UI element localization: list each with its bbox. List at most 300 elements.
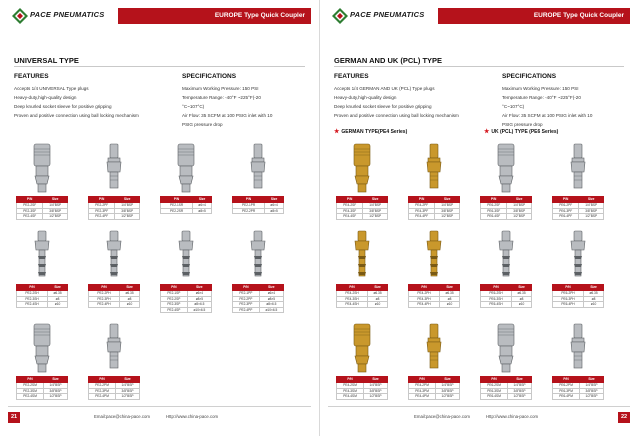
star-icon: ★	[334, 129, 340, 135]
size-value: ø8×5	[187, 296, 211, 302]
table-header-pn: P/N	[161, 197, 193, 203]
table-row	[17, 394, 68, 400]
feature-item: Proven and positive connection using ball locking mechanism	[14, 112, 139, 118]
size-value: ø8	[512, 296, 532, 302]
product-card	[336, 140, 388, 218]
part-number: PE2-2PF	[89, 203, 115, 209]
part-number: PE2-2PR	[233, 208, 265, 214]
table-header-pn: P/N	[481, 285, 512, 291]
size-value: ø8×5	[265, 208, 284, 214]
table-header-pn: P/N	[481, 197, 507, 203]
feature-item: Deep knurled socket sleeve for positive gripping	[14, 103, 112, 109]
part-number: PE4-3PF	[409, 208, 435, 214]
table-header-pn: P/N	[233, 197, 265, 203]
coupler-photo	[336, 228, 388, 284]
table-header-pn: P/N	[553, 377, 580, 383]
coupler-photo	[336, 140, 388, 196]
part-number: PE6-2SF	[481, 203, 507, 209]
part-number: PE2-2SR	[161, 208, 193, 214]
table-header-pn: P/N	[337, 197, 363, 203]
coupler-photo	[480, 320, 532, 376]
part-number: PE2-1PR	[233, 203, 265, 209]
table-header-size: Size	[115, 197, 140, 203]
table-header-pn: P/N	[89, 285, 120, 291]
part-number: PE2-4SH	[17, 302, 48, 308]
size-value: 1/2"BSP	[364, 394, 388, 400]
size-value: ø6×4	[187, 291, 211, 297]
size-value: ø6.35	[120, 291, 140, 297]
product-card	[88, 320, 140, 398]
size-value: 1/4"BSP	[115, 203, 140, 209]
size-value: 1/4"BSP	[364, 383, 388, 389]
page-header	[328, 8, 630, 24]
header-title: EUROPE Type Quick Coupler	[214, 12, 305, 19]
table-header-pn: P/N	[553, 197, 579, 203]
spec-table	[16, 376, 68, 400]
part-number: PE2-2PH	[89, 291, 120, 297]
spec-table	[408, 376, 460, 400]
size-value: 1/4"BSP	[44, 383, 68, 389]
part-number: PE4-2SH	[337, 291, 368, 297]
coupler-photo	[480, 140, 532, 196]
footer-website: Http://www.china-pace.com	[486, 414, 539, 419]
product-card	[552, 228, 604, 306]
feature-item: Deep knurled socket sleeve for positive gripping	[334, 103, 432, 109]
table-header-size: Size	[48, 285, 68, 291]
part-number: PE6-4PM	[553, 394, 580, 400]
part-number: PE2-4PF	[89, 214, 115, 220]
size-value: 3/8"BSP	[116, 388, 140, 394]
table-header-size: Size	[44, 377, 68, 383]
spec-table	[16, 196, 68, 220]
spec-table	[408, 196, 460, 220]
size-value: 3/8"BSP	[580, 388, 604, 394]
part-number: PE6-2PF	[553, 203, 579, 209]
spec-list	[182, 85, 272, 130]
spec-table	[232, 284, 284, 313]
size-value: 3/8"BSP	[435, 208, 460, 214]
subhead-uk	[484, 128, 558, 135]
spec-item: Maximum Working Pressure: 150 PSI	[502, 86, 579, 91]
product-card	[160, 140, 212, 213]
part-number: PE6-4SH	[481, 302, 512, 308]
coupler-photo	[88, 140, 140, 196]
size-value: 1/2"BSP	[579, 214, 604, 220]
size-value: 3/8"BSP	[436, 388, 460, 394]
table-row	[481, 394, 532, 400]
size-value: ø10	[48, 302, 68, 308]
table-row	[161, 208, 212, 214]
features-list	[14, 85, 139, 121]
table-row	[89, 214, 140, 220]
coupler-photo	[408, 320, 460, 376]
spec-table	[552, 196, 604, 220]
size-value: ø10×6.5	[259, 307, 283, 313]
part-number: PE6-3SF	[481, 208, 507, 214]
brand-name: PACE PNEUMATICS	[350, 10, 425, 19]
spec-heading: SPECIFICATIONS	[502, 73, 557, 80]
coupler-photo	[232, 140, 284, 196]
size-value: 1/2"BSP	[507, 214, 532, 220]
product-card	[160, 228, 212, 312]
size-value: 3/8"BSP	[508, 388, 532, 394]
part-number: PE2-2SH	[17, 291, 48, 297]
table-header-size: Size	[193, 197, 212, 203]
size-value: ø6×4	[259, 291, 283, 297]
spec-table	[336, 196, 388, 220]
table-row	[553, 214, 604, 220]
size-value: ø6.35	[512, 291, 532, 297]
size-value: ø10	[512, 302, 532, 308]
part-number: PE6-3PM	[553, 388, 580, 394]
part-number: PE4-4SM	[337, 394, 364, 400]
footer-divider	[328, 406, 630, 407]
table-header-size: Size	[512, 285, 532, 291]
part-number: PE4-4PM	[409, 394, 436, 400]
table-header-size: Size	[440, 285, 460, 291]
size-value: 1/4"BSP	[116, 383, 140, 389]
part-number: PE2-3PF	[89, 208, 115, 214]
page-number: 21	[8, 412, 20, 423]
table-row	[17, 302, 68, 308]
size-value: ø8×6.5	[259, 302, 283, 308]
subhead-german	[334, 128, 407, 135]
table-row	[89, 302, 140, 308]
part-number: PE2-2SM	[17, 383, 44, 389]
spec-list	[502, 85, 592, 130]
part-number: PE2-4SF	[17, 214, 43, 220]
size-value: ø8×5	[193, 208, 212, 214]
coupler-photo	[232, 228, 284, 284]
table-header-pn: P/N	[337, 285, 368, 291]
size-value: 1/2"BSP	[508, 394, 532, 400]
spec-item: °C~107°C)	[182, 103, 205, 109]
part-number: PE4-3PM	[409, 388, 436, 394]
size-value: 1/2"BSP	[580, 394, 604, 400]
product-card	[480, 320, 532, 398]
size-value: ø10	[120, 302, 140, 308]
part-number: PE2-3SF	[17, 208, 43, 214]
product-card	[336, 228, 388, 306]
spec-table	[552, 376, 604, 400]
spec-table	[336, 284, 388, 308]
table-row	[409, 394, 460, 400]
part-number: PE4-2SM	[337, 383, 364, 389]
part-number: PE4-4PH	[409, 302, 440, 308]
size-value: ø8	[440, 296, 460, 302]
product-card	[480, 140, 532, 218]
table-row	[553, 302, 604, 308]
footer-email: Email:pace@china-pace.com	[94, 414, 150, 419]
size-value: ø6.35	[368, 291, 388, 297]
size-value: 1/4"BSP	[508, 383, 532, 389]
size-value: 1/4"BSP	[435, 203, 460, 209]
coupler-photo	[552, 140, 604, 196]
feature-item: Proven and positive connection using ball locking mechanism	[334, 112, 459, 118]
part-number: PE4-2PF	[409, 203, 435, 209]
table-header-size: Size	[507, 197, 532, 203]
table-row	[409, 302, 460, 308]
part-number: PE6-2SM	[481, 383, 508, 389]
table-header-pn: P/N	[553, 285, 584, 291]
product-card	[16, 140, 68, 218]
table-header-size: Size	[436, 377, 460, 383]
size-value: ø6.35	[584, 291, 604, 297]
table-row	[161, 307, 212, 313]
table-header-pn: P/N	[17, 377, 44, 383]
part-number: PE2-3SM	[17, 388, 44, 394]
table-header-size: Size	[43, 197, 68, 203]
coupler-photo	[408, 140, 460, 196]
part-number: PE2-4PH	[89, 302, 120, 308]
table-header-size: Size	[580, 377, 604, 383]
table-header-size: Size	[120, 285, 140, 291]
page-right	[319, 0, 638, 436]
size-value: ø6×4	[265, 203, 284, 209]
part-number: PE2-3PH	[89, 296, 120, 302]
spec-table	[480, 284, 532, 308]
size-value: 3/8"BSP	[363, 208, 388, 214]
product-card	[408, 140, 460, 218]
size-value: 1/2"BSP	[116, 394, 140, 400]
brand-logo	[8, 7, 118, 25]
coupler-photo	[16, 320, 68, 376]
part-number: PE4-3SM	[337, 388, 364, 394]
coupler-photo	[552, 320, 604, 376]
size-value: 1/4"BSP	[580, 383, 604, 389]
table-header-pn: P/N	[409, 197, 435, 203]
spec-table	[480, 376, 532, 400]
table-row	[233, 307, 284, 313]
feature-item: Heavy-duty,high-quality design	[334, 94, 397, 100]
coupler-photo	[160, 228, 212, 284]
table-header-pn: P/N	[89, 377, 116, 383]
part-number: PE6-4PF	[553, 214, 579, 220]
spec-item: Air Flow: 35 SCFM at 100 PSIG inlet with 10	[182, 112, 273, 118]
part-number: PE6-2PM	[553, 383, 580, 389]
spec-table	[160, 196, 212, 214]
product-card	[480, 228, 532, 306]
product-card	[408, 320, 460, 398]
table-header-pn: P/N	[337, 377, 364, 383]
part-number: PE2-1SR	[161, 203, 193, 209]
features-list	[334, 85, 459, 121]
spec-item: PSIG pressure drop	[182, 121, 223, 127]
footer-website: Http://www.china-pace.com	[166, 414, 219, 419]
page-number: 22	[618, 412, 630, 423]
spec-table	[336, 376, 388, 400]
logo-diamond-icon	[12, 8, 28, 24]
size-value: ø8×6.5	[187, 302, 211, 308]
part-number: PE4-3SH	[337, 296, 368, 302]
spec-table	[160, 284, 212, 313]
part-number: PE6-3PF	[553, 208, 579, 214]
page-header	[8, 8, 311, 24]
section-title: GERMAN AND UK (PCL) TYPE	[334, 56, 443, 65]
table-header-size: Size	[584, 285, 604, 291]
table-header-pn: P/N	[233, 285, 260, 291]
spec-table	[232, 196, 284, 214]
size-value: ø10×6.5	[187, 307, 211, 313]
part-number: PE4-3SF	[337, 208, 363, 214]
table-header-pn: P/N	[481, 377, 508, 383]
spec-table	[88, 196, 140, 220]
part-number: PE4-2PM	[409, 383, 436, 389]
size-value: ø8×5	[259, 296, 283, 302]
spec-table	[552, 284, 604, 308]
features-heading: FEATURES	[14, 73, 49, 80]
size-value: 3/8"BSP	[364, 388, 388, 394]
part-number: PE6-4SF	[481, 214, 507, 220]
table-header-size: Size	[368, 285, 388, 291]
table-header-pn: P/N	[161, 285, 188, 291]
part-number: PE2-4PP	[233, 307, 260, 313]
size-value: 3/8"BSP	[115, 208, 140, 214]
part-number: PE6-3SM	[481, 388, 508, 394]
product-card	[232, 140, 284, 213]
product-card	[232, 228, 284, 312]
coupler-photo	[160, 140, 212, 196]
size-value: ø6.35	[440, 291, 460, 297]
table-header-size: Size	[265, 197, 284, 203]
section-divider	[14, 66, 305, 67]
part-number: PE2-4SM	[17, 394, 44, 400]
size-value: 1/2"BSP	[436, 394, 460, 400]
size-value: ø6.35	[48, 291, 68, 297]
feature-item: Heavy-duty,high-quality design	[14, 94, 77, 100]
product-card	[408, 228, 460, 306]
table-row	[89, 394, 140, 400]
size-value: 1/4"BSP	[43, 203, 68, 209]
spec-table	[88, 376, 140, 400]
section-title: UNIVERSAL TYPE	[14, 56, 79, 65]
part-number: PE6-3SH	[481, 296, 512, 302]
product-card	[88, 140, 140, 218]
coupler-photo	[480, 228, 532, 284]
spec-table	[480, 196, 532, 220]
size-value: 1/2"BSP	[44, 394, 68, 400]
feature-item: Accepts 1/4 GERMAN AND UK (PCL) Type plugs	[334, 86, 435, 91]
spec-item: Temperature Range: -40°F ~225°F(-20	[502, 94, 581, 100]
spec-table	[88, 284, 140, 308]
section-divider	[334, 66, 624, 67]
table-row	[337, 214, 388, 220]
part-number: PE2-2SF	[17, 203, 43, 209]
size-value: 1/4"BSP	[363, 203, 388, 209]
footer-email: Email:pace@china-pace.com	[414, 414, 470, 419]
brand-name: PACE PNEUMATICS	[30, 10, 105, 19]
size-value: 1/2"BSP	[115, 214, 140, 220]
coupler-photo	[408, 228, 460, 284]
spec-table	[408, 284, 460, 308]
coupler-photo	[552, 228, 604, 284]
product-card	[552, 140, 604, 218]
part-number: PE2-3PP	[233, 302, 260, 308]
table-row	[337, 302, 388, 308]
features-heading: FEATURES	[334, 73, 369, 80]
table-row	[17, 214, 68, 220]
size-value: 1/2"BSP	[43, 214, 68, 220]
table-header-size: Size	[116, 377, 140, 383]
spec-item: °C~107°C)	[502, 103, 525, 109]
table-row	[481, 214, 532, 220]
part-number: PE6-3PH	[553, 296, 584, 302]
table-row	[481, 302, 532, 308]
spec-item: PSIG pressure drop	[502, 121, 543, 127]
table-row	[233, 208, 284, 214]
part-number: PE2-1SP	[161, 291, 188, 297]
size-value: 3/8"BSP	[44, 388, 68, 394]
part-number: PE2-2PP	[233, 296, 260, 302]
part-number: PE2-4PM	[89, 394, 116, 400]
size-value: 1/2"BSP	[435, 214, 460, 220]
table-header-pn: P/N	[409, 285, 440, 291]
product-card	[552, 320, 604, 398]
part-number: PE4-2SF	[337, 203, 363, 209]
product-card	[88, 228, 140, 306]
part-number: PE4-4SH	[337, 302, 368, 308]
table-header-size: Size	[435, 197, 460, 203]
part-number: PE4-4SF	[337, 214, 363, 220]
size-value: ø10	[440, 302, 460, 308]
part-number: PE2-3SP	[161, 302, 188, 308]
table-row	[553, 394, 604, 400]
part-number: PE6-4PH	[553, 302, 584, 308]
table-header-size: Size	[187, 285, 211, 291]
subhead-uk-label: UK (PCL) TYPE (PE6 Series)	[491, 129, 559, 135]
coupler-photo	[88, 320, 140, 376]
table-header-size: Size	[579, 197, 604, 203]
part-number: PE2-2SP	[161, 296, 188, 302]
part-number: PE6-2SH	[481, 291, 512, 297]
spec-item: Temperature Range: -40°F ~225°F(-20	[182, 94, 261, 100]
part-number: PE2-4SP	[161, 307, 188, 313]
coupler-photo	[88, 228, 140, 284]
table-header-pn: P/N	[89, 197, 115, 203]
logo-diamond-icon	[332, 8, 348, 24]
table-header-pn: P/N	[409, 377, 436, 383]
spec-table	[16, 284, 68, 308]
star-icon: ★	[484, 129, 490, 135]
subhead-german-label: GERMAN TYPE(PE4 Series)	[341, 129, 408, 135]
part-number: PE2-3SH	[17, 296, 48, 302]
size-value: ø8	[120, 296, 140, 302]
header-title: EUROPE Type Quick Coupler	[533, 12, 624, 19]
part-number: PE6-4SM	[481, 394, 508, 400]
table-header-size: Size	[508, 377, 532, 383]
table-header-size: Size	[259, 285, 283, 291]
spec-item: Air Flow: 35 SCFM at 100 PSIG inlet with 10	[502, 112, 593, 118]
table-header-size: Size	[364, 377, 388, 383]
size-value: ø8	[368, 296, 388, 302]
coupler-photo	[336, 320, 388, 376]
part-number: PE2-3PM	[89, 388, 116, 394]
size-value: 3/8"BSP	[507, 208, 532, 214]
size-value: ø10	[368, 302, 388, 308]
part-number: PE6-2PH	[553, 291, 584, 297]
part-number: PE4-3PH	[409, 296, 440, 302]
table-header-pn: P/N	[17, 285, 48, 291]
size-value: ø8	[48, 296, 68, 302]
coupler-photo	[16, 228, 68, 284]
size-value: ø8	[584, 296, 604, 302]
size-value: 1/4"BSP	[579, 203, 604, 209]
coupler-photo	[16, 140, 68, 196]
table-row	[337, 394, 388, 400]
size-value: ø6×4	[193, 203, 212, 209]
product-card	[16, 320, 68, 398]
table-header-pn: P/N	[17, 197, 43, 203]
